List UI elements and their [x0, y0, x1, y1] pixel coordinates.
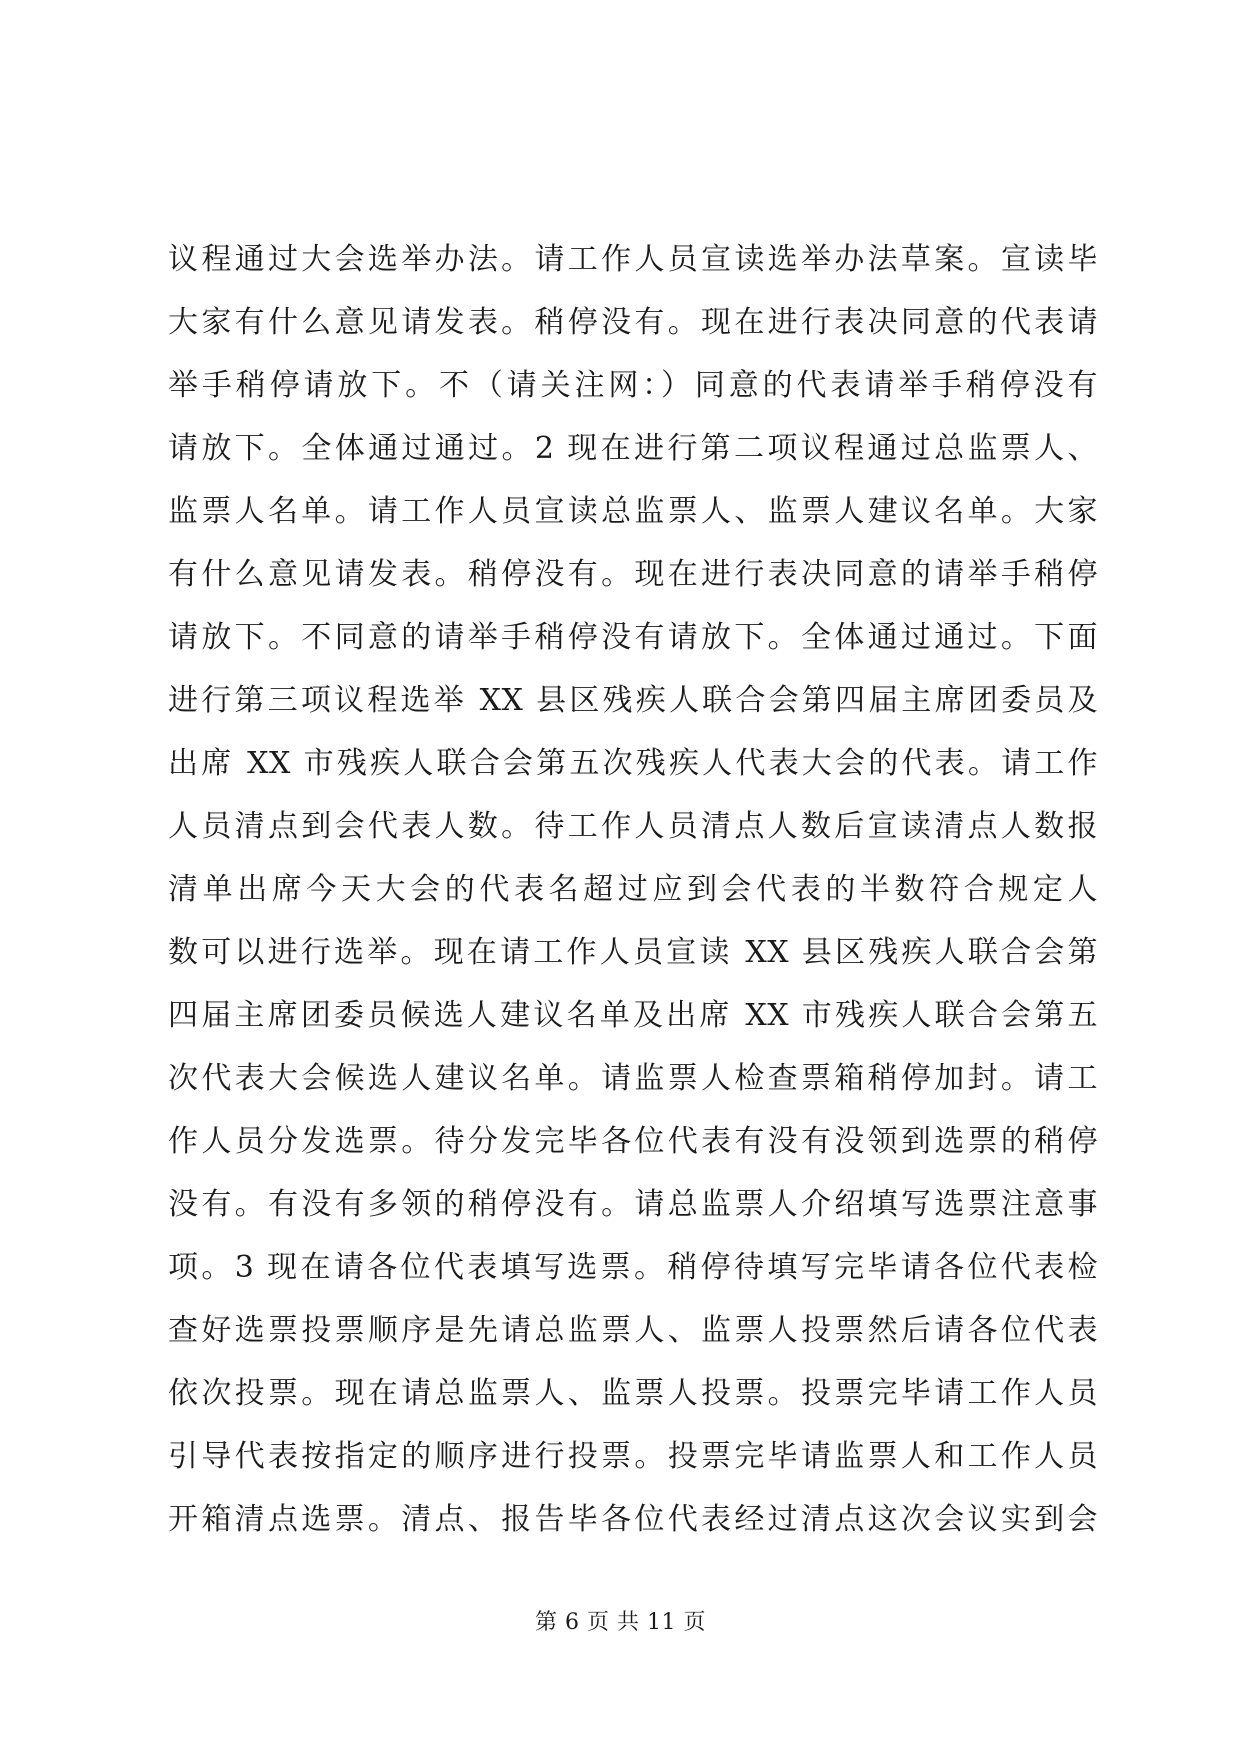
page-footer — [0, 1608, 1241, 1638]
text-line: 请放下。不同意的请举手稍停没有请放下。全体通过通过。下面 — [168, 620, 1098, 655]
text-line: 大家有什么意见请发表。稍停没有。现在进行表决同意的代表请 — [168, 305, 1098, 340]
text-line: 有什么意见请发表。稍停没有。现在进行表决同意的请举手稍停 — [168, 557, 1098, 592]
text-line: 没有。有没有多领的稍停没有。请总监票人介绍填写选票注意事 — [168, 1187, 1098, 1222]
text-line: 清单出席今天大会的代表名超过应到会代表的半数符合规定人 — [168, 872, 1098, 907]
text-line: 监票人名单。请工作人员宣读总监票人、监票人建议名单。大家 — [168, 494, 1098, 529]
body-text — [168, 228, 1098, 1551]
text-line: 进行第三项议程选举 XX 县区残疾人联合会第四届主席团委员及 — [168, 683, 1098, 718]
text-line: 开箱清点选票。清点、报告毕各位代表经过清点这次会议实到会 — [168, 1502, 1098, 1537]
text-line: 出席 XX 市残疾人联合会第五次残疾人代表大会的代表。请工作 — [168, 746, 1098, 781]
text-line: 数可以进行选举。现在请工作人员宣读 XX 县区残疾人联合会第 — [168, 935, 1098, 970]
text-line: 四届主席团委员候选人建议名单及出席 XX 市残疾人联合会第五 — [168, 998, 1098, 1033]
text-line: 次代表大会候选人建议名单。请监票人检查票箱稍停加封。请工 — [168, 1061, 1098, 1096]
page-number: 第 6 页 共 11 页 — [535, 1610, 706, 1635]
text-line: 人员清点到会代表人数。待工作人员清点人数后宣读清点人数报 — [168, 809, 1098, 844]
text-line: 引导代表按指定的顺序进行投票。投票完毕请监票人和工作人员 — [168, 1439, 1098, 1474]
text-line: 请放下。全体通过通过。2 现在进行第二项议程通过总监票人、 — [168, 431, 1098, 466]
text-line: 议程通过大会选举办法。请工作人员宣读选举办法草案。宣读毕 — [168, 242, 1098, 277]
text-line: 举手稍停请放下。不（请关注网：）同意的代表请举手稍停没有 — [168, 368, 1098, 403]
text-line: 项。3 现在请各位代表填写选票。稍停待填写完毕请各位代表检 — [168, 1250, 1098, 1285]
text-line: 作人员分发选票。待分发完毕各位代表有没有没领到选票的稍停 — [168, 1124, 1098, 1159]
text-line: 查好选票投票顺序是先请总监票人、监票人投票然后请各位代表 — [168, 1313, 1098, 1348]
text-line: 依次投票。现在请总监票人、监票人投票。投票完毕请工作人员 — [168, 1376, 1098, 1411]
